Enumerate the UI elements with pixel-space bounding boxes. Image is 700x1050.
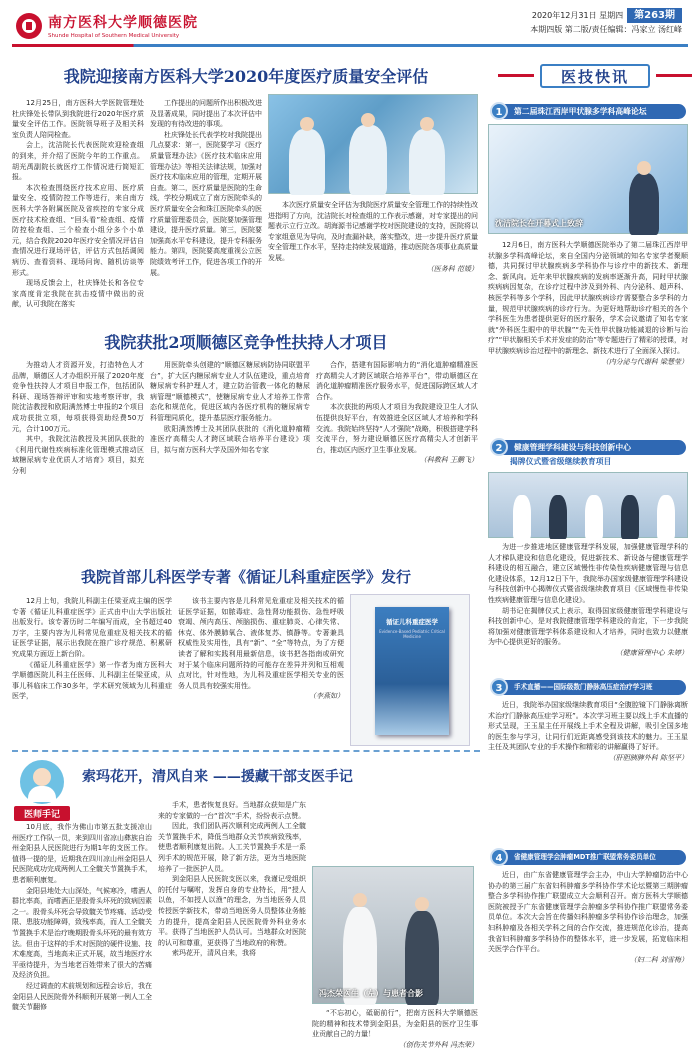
paragraph: 欧阳满然博士及其团队获批的《消化道肿瘤精准医疗高精尖人才跨区域联合培养平台建设》项目，拟与南方医科大学及国外知名专家 bbox=[150, 424, 310, 454]
news-item-title: 健康管理学科建设与科技创新中心 bbox=[502, 440, 686, 455]
news-item-title: 手术直播——国际级数门静脉高压症治疗学习班 bbox=[502, 680, 686, 695]
logo-emblem-icon bbox=[16, 13, 42, 39]
news-item-1-body bbox=[488, 240, 688, 367]
paragraph: 其中，我院沈洁教授及其团队获批的《利用代谢性疾病标准化管理模式推动区域糖尿病专业优质人才培育》项目，拟充分利 bbox=[12, 435, 144, 475]
news-item-subtitle: 揭牌仪式暨省级继续教育项目 bbox=[510, 457, 612, 466]
byline: （健康管理中心 朱婷） bbox=[615, 648, 688, 657]
logo-english: Shunde Hospital of Southern Medical University bbox=[48, 33, 180, 39]
ceremony-photo bbox=[488, 472, 688, 538]
article-column bbox=[316, 360, 478, 466]
byline: （肝胆胰脾外科 陈坚平） bbox=[608, 753, 688, 762]
paragraph: 合作，搭建有国际影响力的“消化道肿瘤精准医疗高精尖人才跨区域联合培养平台”，带动顺德区在消化道肿瘤精准医疗服务水平，促进国际跨区域人才合作。 bbox=[316, 361, 478, 401]
news-number-badge: 2 bbox=[490, 438, 508, 456]
paragraph: 索玛花开，清风自来，我将 bbox=[172, 949, 256, 958]
badge-label: 医师手记 bbox=[14, 806, 70, 821]
paragraph: 12月6日，南方医科大学顺德医院举办了第二届珠江西岸甲状腺多学科高峰论坛，来自全国内分泌领域的知名专家学者聚顺德，共同探讨甲状腺疾病多学科协作与诊疗中的新技术、新理念、新风向。近年来甲状腺疾病的发病率逐渐升高，同时甲状腺疾病病因复杂，在诊疗过程中涉及到外科、内分泌科、超声科、核医学科等多个学科，因此甲状腺疾病诊疗需要整合多学科的力量，规范甲状腺疾病的诊疗行为。为更好地帮助诊疗相关的各个学科医生为患者提供更好的医疗服务，学术会议邀请了知名专家就“外科医生眼中的甲状腺”“先天性甲状腺功能减退的诊断与治疗”“甲状腺相关手术并发症的防治”等专题进行了精彩的授课，对甲状腺疾病诊治过程中的新理念、新技术进行了全面深入探讨。 bbox=[488, 241, 688, 355]
paragraph: 会上，沈洁院长代表医院欢迎检查组的到来，并介绍了医院今年的工作重点。胡光禹副院长就医疗工作情况进行简短汇报。 bbox=[12, 141, 144, 182]
paragraph: 金阳县地处大山深处，气候寒冷，嗜酒人群比率高，而嗜酒正是股骨头坏死的致病因素之一。股骨头坏死会导致髋关节疼痛、活动受限、患肢功能障碍，致残率高，而人工全髋关节置换手术是治疗晚期股骨头坏死的最有效方法。但由于这样的手术对医院的硬件设施、技术难度高，当地高未正式开展，故当地医疗水平亟待提升，为当地老百姓带来了很大的苦痛及经济负担。 bbox=[12, 886, 152, 980]
masthead bbox=[0, 0, 700, 50]
paragraph: 手术，患者恢复良好。当地群众获知是广东来的专家做的一台“首次”手术，纷纷表示点赞。 bbox=[158, 801, 306, 820]
article-quality-assessment bbox=[12, 58, 480, 323]
article-column bbox=[150, 98, 262, 278]
book-title: 循证儿科重症医学 bbox=[386, 618, 438, 626]
byline: （妇二科 刘雪梅） bbox=[629, 955, 688, 964]
byline: （创伤关节外科 冯杰荣） bbox=[398, 1040, 478, 1049]
paragraph: 12月上旬，我院儿科副主任梁亚成主编的医学专著《循证儿科重症医学》正式由中山大学出版社出版发行。该专著历时二年编写而成，全书超过40万字，主要内容为儿科常见危重症及相关技术的循证医学证据，展示出我院在推广诊疗规范、积累研究成果方面迈上新台阶。 bbox=[12, 597, 172, 658]
paragraph: 工作提出的问题所作出积极改进及显著成果，同时提出了本次评估中发现的有待改进的事项。 bbox=[150, 99, 262, 129]
article-pediatric-book bbox=[12, 536, 480, 748]
article-talent-projects bbox=[12, 330, 480, 530]
issue-number: 第263期 bbox=[627, 8, 682, 23]
article-column bbox=[12, 98, 144, 310]
paragraph: 近日，由广东省健康管理学会主办，中山大学肿瘤防治中心协办的第三届广东省妇科肿瘤多学科协作学术论坛暨第三期肿瘤整合多学科协作推广联盟成立大会顺利召开。南方医科大学顺德医院被授予广东省健康管理学会肿瘤多学科协作推广联盟常务委员单位。本次大会旨在传播妇科肿瘤多学科协作诊治理念，加强妇科肿瘤及各相关学科之间的合作交流，推进规范化诊治，提高我省妇科肿瘤多学科协作的整体水平，进一步发展，拓宽临床相关医学合作平台。 bbox=[488, 871, 688, 954]
photo-caption: 沈洁院长在开幕式上致辞 bbox=[495, 219, 583, 228]
assessment-photo bbox=[268, 94, 478, 194]
forum-photo bbox=[488, 124, 688, 234]
paragraph: 现场反馈会上，杜庆锋处长和各位专家高度肯定我院在抗击疫情中做出的贡献，认可我院在落实 bbox=[12, 279, 144, 309]
article-column bbox=[12, 360, 144, 477]
byline: （李燕如） bbox=[309, 692, 344, 701]
article-column bbox=[178, 596, 344, 702]
byline: （医务科 范媛） bbox=[426, 264, 478, 273]
article-column bbox=[12, 596, 172, 702]
paragraph: 为进一步推进地区健康管理学科发展，加强健康管理学科的人才梯队建设和信息化建设，促进新技术、新设备与健康管理学科建设的相互融合，建立区域慢性非传染性疾病健康管理与信息化建设体系，12月12日下午，我院举办国家级健康管理学科建设与科技创新中心揭牌仪式暨省级继续教育项目《区域慢性非传染性疾病健康管理与信息化建设》。 bbox=[488, 543, 688, 604]
doctor-notes-badge bbox=[14, 760, 70, 821]
news-item-title: 省健康管理学会肿瘤MDT推广联盟常务委员单位 bbox=[502, 850, 686, 865]
issue-date: 2020年12月31日 星期四 bbox=[531, 11, 624, 20]
byline: （内分泌与代谢科 梁慧莹） bbox=[601, 357, 688, 366]
article-headline: 我院获批2项顺德区竞争性扶持人才项目 bbox=[104, 333, 388, 352]
article-doctor-notes bbox=[12, 750, 480, 1049]
doctor-avatar-icon bbox=[20, 760, 64, 804]
book-subtitle: Evidence-Based Pediatric Critical Medicine bbox=[379, 629, 445, 639]
column-title-banner bbox=[488, 58, 688, 92]
article-column bbox=[158, 800, 306, 959]
article-column bbox=[12, 822, 152, 1013]
news-item-3-body bbox=[488, 700, 688, 764]
issue-info bbox=[530, 8, 682, 36]
paragraph: 本次检查围绕医疗技术应用、医疗质量安全、疫情防控工作等进行，来自南方医科大学各附属医院及省疾控的专家分成医疗技术检查组、“回头看”检查组、疫情防控检查组、三个检查小组分多个小单元，结合我院2020年医疗安全情况评估自查情况进行现场评估，评估方式包括调阅病历、查看资料、现场问询、随机访谈等形式。 bbox=[12, 183, 144, 277]
masthead-rule bbox=[12, 44, 688, 47]
paragraph: 杜庆锋处长代表学校对我院提出几点要求：第一，医院要学习《医疗质量管理办法》《医疗技术临床应用管理办法》等相关法律法规，加强对医疗技术临床应用的管理，定期开展自查。第二，医疗质量是医院的生命线，学校分期成立了南方医院牵头的医疗质量安全会和珠江医院牵头的医疗质量管理委员会，医院要加强管理建设，提升医疗质量。第三，医院要加强高水平专科建设，提升专科服务能力。第四，医院要高度重视公立医院绩效考评工作，促进各项工作的开展。 bbox=[150, 130, 262, 277]
paragraph: 到金阳县人民医院支医以来，我谨记受组织的托付与嘱咐，发挥自身的专业特长，用“授人以鱼，不如授人以渔”的理念，为当地医务人员传授医学新技术，带动当地医务人员整体业务能力的提升，提高金阳县人民医院骨外科业务水平。获得了当地医护人员认可。当地群众对医院的认可和尊重，更获得了当地政府的称赞。 bbox=[158, 875, 306, 947]
article-headline: 索玛花开，清风自来 ——援藏干部支医手记 bbox=[82, 769, 353, 785]
paragraph: 因此，我们团队再次顺利完成两例人工全髋关节置换手术，降低当地群众关节疾病致残率，使患者顺利康复出院。人工关节置换手术是一系列手术的规范开展，除了新方法，更为当地医院培养了一批医护人员。 bbox=[158, 822, 306, 873]
column-title: 医技快讯 bbox=[560, 68, 629, 86]
book-cover-image bbox=[350, 594, 470, 746]
news-item-2-body bbox=[488, 542, 688, 659]
paragraph: 10月底，我作为佛山市第五批支援凉山州医疗工作队一员，来到四川省凉山彝族自治州金阳县人民医院进行为期1年的支医工作。值得一提的是，近期我在四川凉山州金阳县人民医院成功完成两例人工全髋关节置换手术，患者顺利康复。 bbox=[12, 823, 152, 884]
hospital-logo bbox=[16, 12, 198, 39]
photo-caption: 冯杰荣医生（左）与患者合影 bbox=[319, 989, 423, 998]
doctor-patient-photo bbox=[312, 866, 474, 1004]
byline: （科教科 王鹏飞） bbox=[419, 456, 478, 465]
paragraph: 为推动人才资源开发，打造特色人才品牌，顺德区人才办组织开展了2020年度竞争性扶持人才项目申报工作，包括团队科研、现场答辩评审和实地考察评审，我院沈洁教授和欧阳满然博士申报的2个项目成功获批立项，每项获得资助经费50万元，合计100万元。 bbox=[12, 361, 144, 433]
paragraph: 本次获批的两项人才项目为我院建设卫生人才队伍提供良好平台，有效推进全区区域人才培养和学科交流。我院始终坚持“人才强院”战略，积极搭建学科交流平台，努力建设顺德区医疗高精尖人才创新平台，推动区内医疗卫生事业发展。 bbox=[316, 403, 478, 454]
edition-line: 本期四版 第二版/责任编辑：冯家立 汤红峰 bbox=[530, 25, 682, 34]
article-headline: 我院首部儿科医学专著《循证儿科重症医学》发行 bbox=[80, 568, 411, 586]
logo-name: 南方医科大学顺德医院 bbox=[48, 15, 198, 31]
news-number-badge: 4 bbox=[490, 848, 508, 866]
paragraph: 12月25日，南方医科大学医院管理处杜庆锋处长带队到我院进行2020年医疗质量安全评估工作。医院领导班子及相关科室负责人陪同检查。 bbox=[12, 99, 144, 139]
paragraph: 经过调查的术前规划和远程会诊后，我在金阳县人民医院骨外科顺利开展第一例人工全髋关节翻修 bbox=[12, 981, 152, 1012]
article-headline: 我院迎接南方医科大学2020年度医疗质量安全评估 bbox=[63, 67, 429, 86]
paragraph: 《循证儿科重症医学》第一作者为南方医科大学顺德医院儿科主任医师、儿科副主任梁亚成，从事儿科临床工作30多年，学术研究领域为儿科重症医学， bbox=[12, 660, 172, 701]
paragraph: 用医院牵头创建的“顺德区糖尿病防协同联盟平台”，扩大区内糖尿病专业人才队伍建设，重点培育糖尿病专科护理人才，建立防治管教一体化的糖尿病管理“顺德模式”，使糖尿病专业人才培养工作常态化和规范化，促进区域内各医疗机构的糖尿病专科管理同质化，提升基层医疗服务能力。 bbox=[150, 361, 310, 422]
article-column bbox=[150, 360, 310, 455]
paragraph: 本次医疗质量安全评估为我院医疗质量安全管理工作的持续性改进指明了方向，沈洁院长对检查组的工作表示感谢，对专家提出的问题表示立行立改。胡海源书记感谢学校对医院建设的支持，医院将以专家组意见为导向，及时查漏补缺，落实整改，进一步提升医疗质量安全管理工作水平，坚持走持续发展道路，推动医院各项事业高质量发展。 bbox=[268, 201, 478, 262]
article-column bbox=[312, 1008, 478, 1050]
paragraph: 胡书记在揭牌仪式上表示，取得国家级健康管理学科建设与科技创新中心，是对我院健康管理学科建设的肯定，下一步我院将加强对健康管理学科体系建设和人才培养，同时也致力以健康为中心提供更好的服务。 bbox=[488, 606, 688, 647]
news-item-4-body bbox=[488, 870, 688, 965]
paragraph: 近日，我院举办国家级继续教育项目“全腹腔镜下门静脉离断术治疗门静脉高压症学习班”。本次学习班主要以线上手术直播的形式呈现，王玉星主任开展线上手术全程及讲解，吸引全国多地的医生参与学习，让同行们近距离感受到该技术的魅力。王玉星主任及其团队专业的手术操作和精彩的讲解赢得了好评。 bbox=[488, 701, 688, 752]
paragraph: “不忘初心，砥砺前行”，把南方医科大学顺德医院的精神和技术带到金阳县，为金阳县的医疗卫生事业贡献自己的力量！ bbox=[312, 1009, 478, 1039]
paragraph: 该书主要内容是儿科常见危重症及相关技术的循证医学证据，如脓毒症、急性肾功能损伤、急性呼吸衰竭、颅内高压、颅脑损伤、重症肺炎、心律失常、休克、体外膜肺氧合、液体复苏、镇静等。专著兼具权威性及实用性，具有“新”、“全”等特点，为了方便读者了解和实践利用最新信息，该书把各指南或研究对于某个临床问题所持的可能存在差异并列和互相观点对比，针对性地，为儿科及重症医学相关专业的医务人员具有较强实用性。 bbox=[178, 597, 344, 690]
article-column bbox=[268, 200, 478, 274]
news-number-badge: 1 bbox=[490, 102, 508, 120]
news-number-badge: 3 bbox=[490, 678, 508, 696]
news-item-title: 第二届珠江西岸甲状腺多学科高峰论坛 bbox=[502, 104, 686, 119]
